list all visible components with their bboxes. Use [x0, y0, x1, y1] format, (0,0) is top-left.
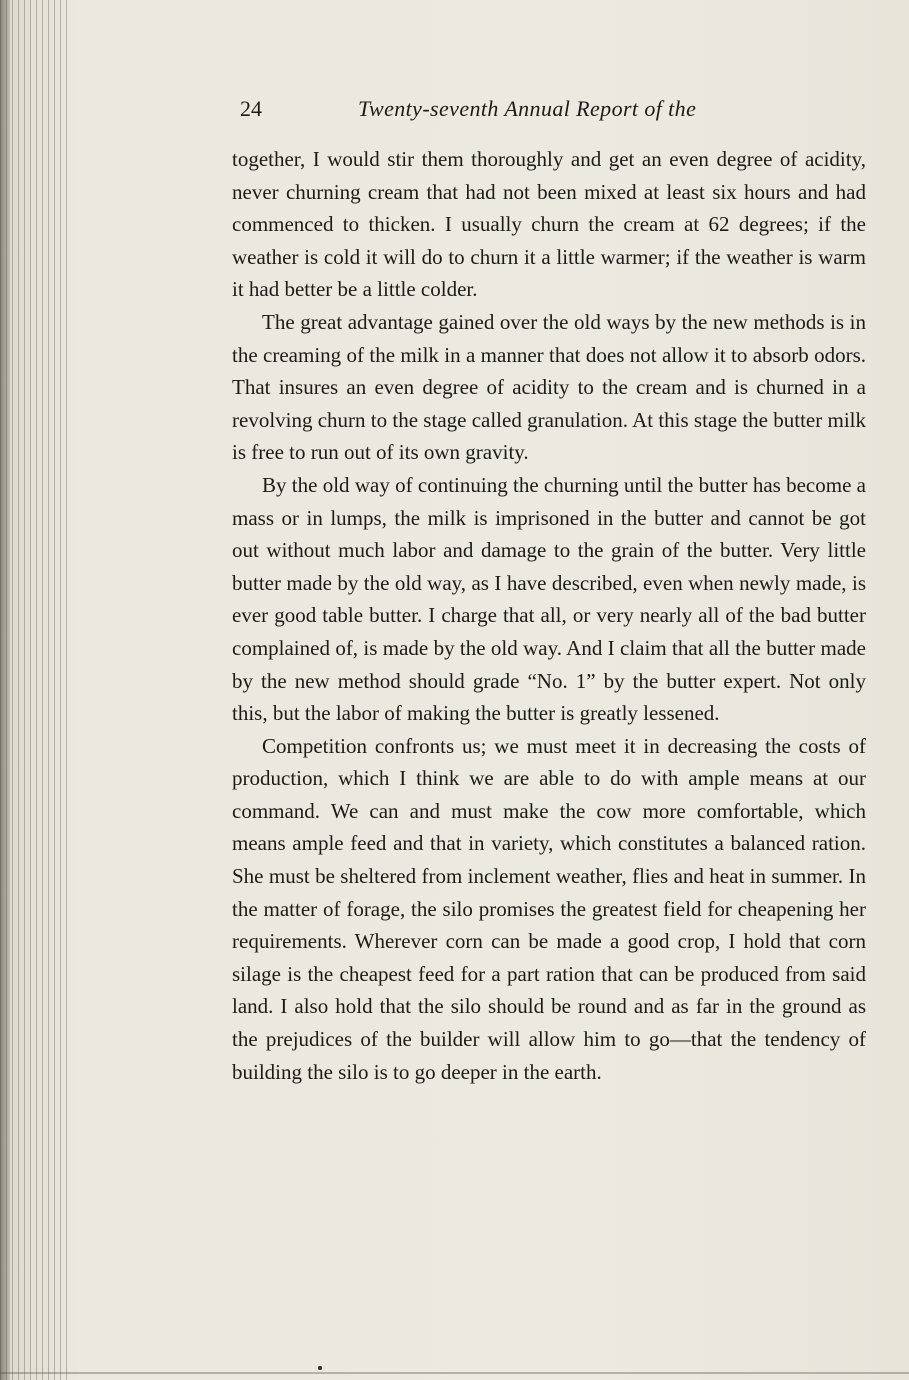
body-text: [232, 143, 866, 1088]
ink-speck: [318, 1366, 322, 1370]
page-number: 24: [240, 96, 262, 121]
page-bottom-edge: [0, 1372, 909, 1374]
page-header: [240, 96, 760, 130]
paragraph-1: together, I would stir them thoroughly and get an even degree of acidity, never churning cream that had not been mixed at least six hours and had commenced to thicken. I usually churn the cream at 62 degrees; if the weather is cold it will do to churn it a little warmer; if the weather is warm it had better be a little colder.: [232, 147, 866, 302]
paragraph-3: By the old way of continuing the churning until the butter has become a mass or in lumps, the milk is imprisoned in the butter and cannot be got out without much labor and damage to the grain of the butter. Very little butter made by the old way, as I have described, even when newly made, is ever good table butter. I charge that all, or very nearly all of the bad butter complained of, is made by the old way. And I claim that all the butter made by the new method should grade “No. 1” by the butter expert. Not only this, but the labor of making the butter is greatly lessened.: [232, 472, 866, 726]
running-title: Twenty-seventh Annual Report of the: [358, 96, 697, 121]
paragraph-2: The great advantage gained over the old ways by the new methods is in the creaming of the milk in a manner that does not allow it to absorb odors. That insures an even degree of acidity to the cream and is churned in a revolving churn to the stage called granulation. At this stage the butter milk is free to run out of its own gravity.: [232, 309, 866, 465]
paragraph-4: Competition confronts us; we must meet it in decreasing the costs of production, which I think we are able to do with ample means at our command. We can and must make the cow more comfortable, which means ample feed and that in variety, which constitutes a balanced ration. She must be sheltered from inclement weather, flies and heat in summer. In the matter of forage, the silo promises the greatest field for cheapening her requirements. Wherever corn can be made a good crop, I hold that corn silage is the cheapest feed for a part ration that can be produced from said land. I also hold that the silo should be round and as far in the ground as the prejudices of the builder will allow him to go—that the tendency of building the silo is to go deeper in the earth.: [232, 733, 866, 1084]
binding-gutter: [0, 0, 72, 1380]
